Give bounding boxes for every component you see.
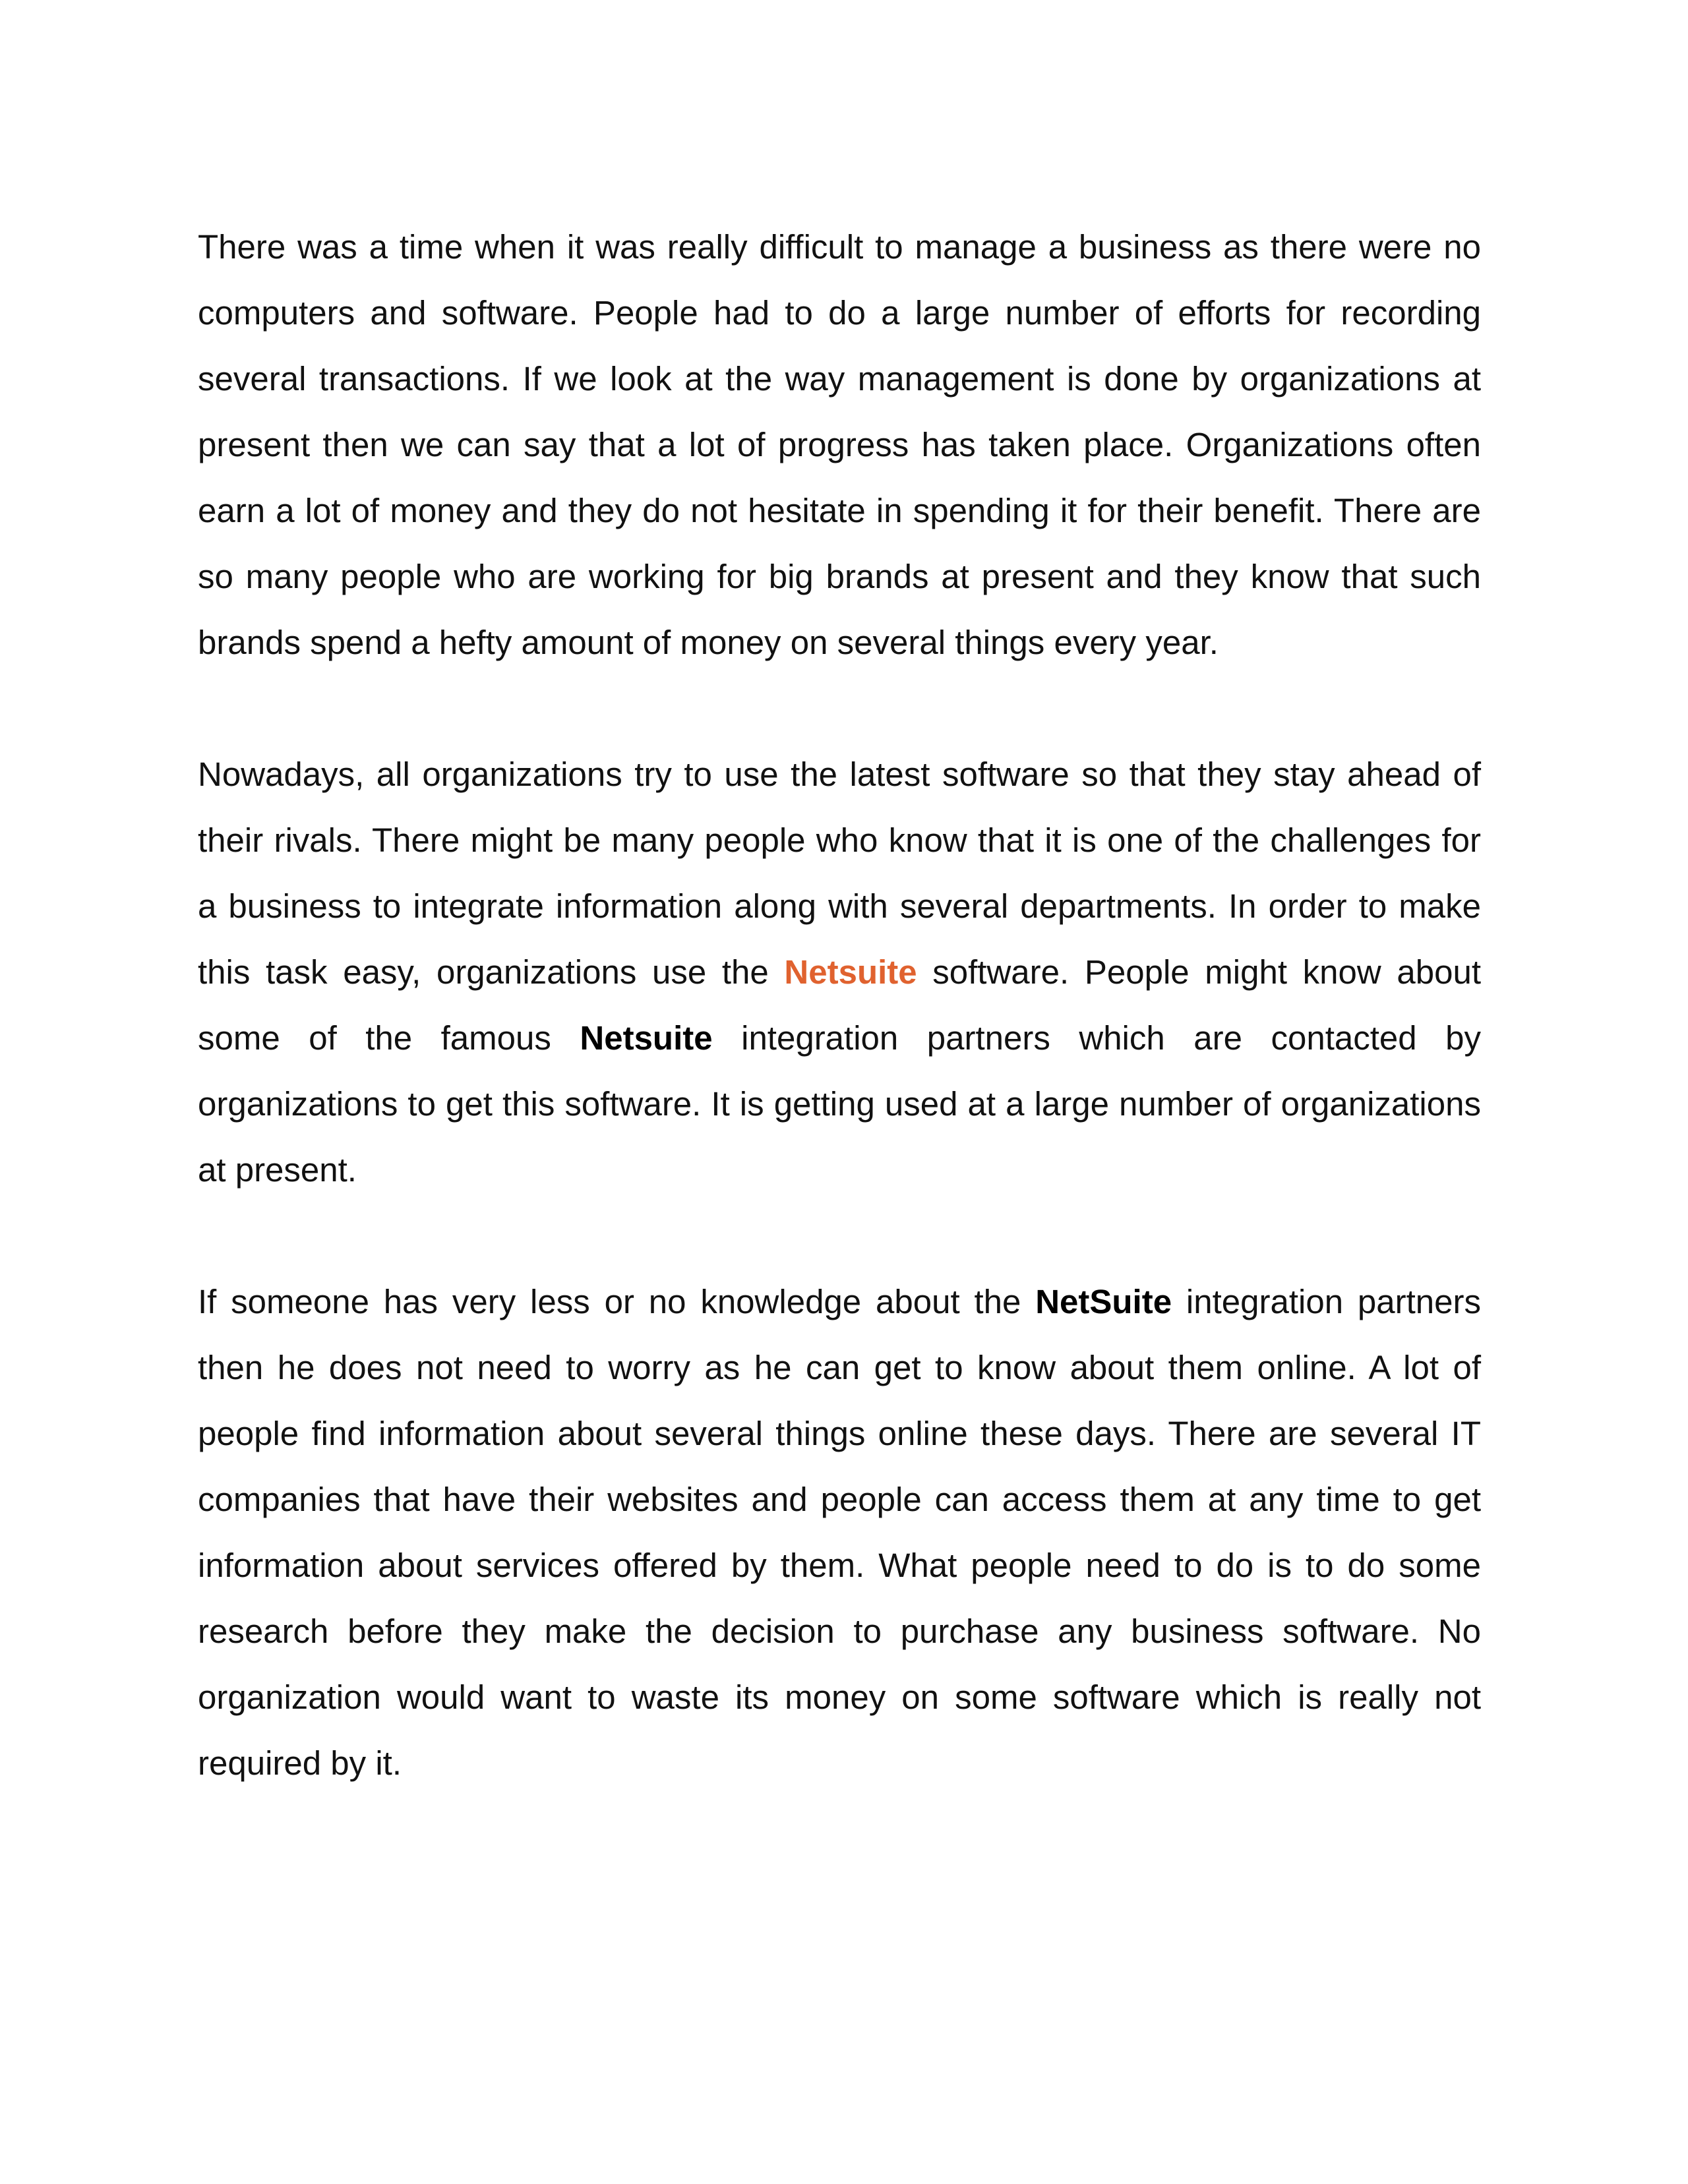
paragraph-2-text-c: integration partners which are contacted by organizations to get this software. It is getting used at a large number of organizations at present.	[198, 1019, 1481, 1189]
paragraph-2-text-b: software. People might know about some of the famous	[198, 953, 1481, 1057]
netsuite-link[interactable]: Netsuite	[784, 953, 917, 991]
paragraph-1-text: There was a time when it was really difficult to manage a business as there were no computers and software. People had to do a large number of efforts for recording several transactions. If we look at the way management is done by organizations at present then we can say that a lot of progress has taken place. Organizations often earn a lot of money and they do not hesitate in spending it for their benefit. There are so many people who are working for big brands at present and they know that such brands spend a hefty amount of money on several things every year.	[198, 228, 1481, 661]
paragraph-3-text-b: integration partners then he does not need to worry as he can get to know about them online. A lot of people find information about several things online these days. There are several IT companies that have their websites and people can access them at any time to get information about services offered by them. What people need to do is to do some research before they make the decision to purchase any business software. No organization would want to waste its money on some software which is really not required by it.	[198, 1283, 1481, 1782]
paragraph-3	[198, 1269, 1481, 1796]
paragraph-3-text-a: If someone has very less or no knowledge about the	[198, 1283, 1036, 1320]
netsuite-bold-term-2: NetSuite	[1035, 1283, 1172, 1320]
paragraph-1	[198, 214, 1481, 676]
paragraph-2	[198, 742, 1481, 1203]
netsuite-bold-term: Netsuite	[580, 1019, 713, 1057]
document-body	[198, 214, 1481, 1796]
paragraph-2-text-a: Nowadays, all organizations try to use the latest software so that they stay ahead of their rivals. There might be many people who know that it is one of the challenges for a business to integrate information along with several departments. In order to make this task easy, organizations use the	[198, 755, 1481, 991]
